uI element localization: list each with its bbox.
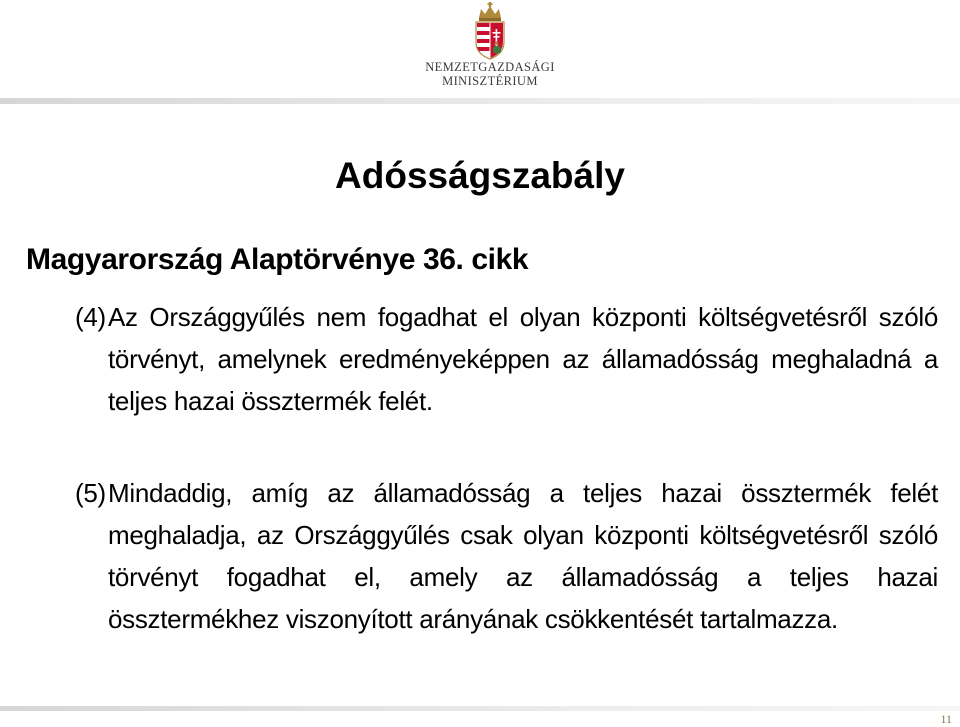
- slide-subtitle: Magyarország Alaptörvénye 36. cikk: [26, 243, 529, 276]
- paragraph-4-number: (4): [75, 302, 106, 332]
- ministry-logo: [420, 2, 560, 92]
- header-divider: [0, 98, 960, 104]
- footer-divider: [0, 706, 960, 711]
- paragraph-5: [75, 472, 938, 640]
- paragraph-4: [75, 296, 938, 422]
- slide-title: Adósságszabály: [335, 155, 625, 196]
- ministry-name-line1: NEMZETGAZDASÁGI: [425, 60, 555, 74]
- ministry-name: [420, 60, 560, 88]
- hungarian-coat-of-arms-icon: [473, 2, 507, 60]
- page-number: 11: [940, 712, 952, 726]
- paragraph-5-number: (5): [75, 478, 106, 508]
- paragraph-4-text: Az Országgyűlés nem fogadhat el olyan központi költségvetésről szóló törvényt, amelynek eredményeképpen az államadósság meghaladná a teljes hazai össztermék felét.: [108, 302, 938, 416]
- paragraph-5-text: Mindaddig, amíg az államadósság a teljes hazai össztermék felét meghaladja, az Országgyűlés csak olyan központi költségvetésről szóló törvényt fogadhat el, amely az államadósság a teljes hazai össztermékhez viszonyított arányának csökkentését tartalmazza.: [108, 478, 938, 634]
- ministry-name-line2: MINISZTÉRIUM: [442, 74, 538, 88]
